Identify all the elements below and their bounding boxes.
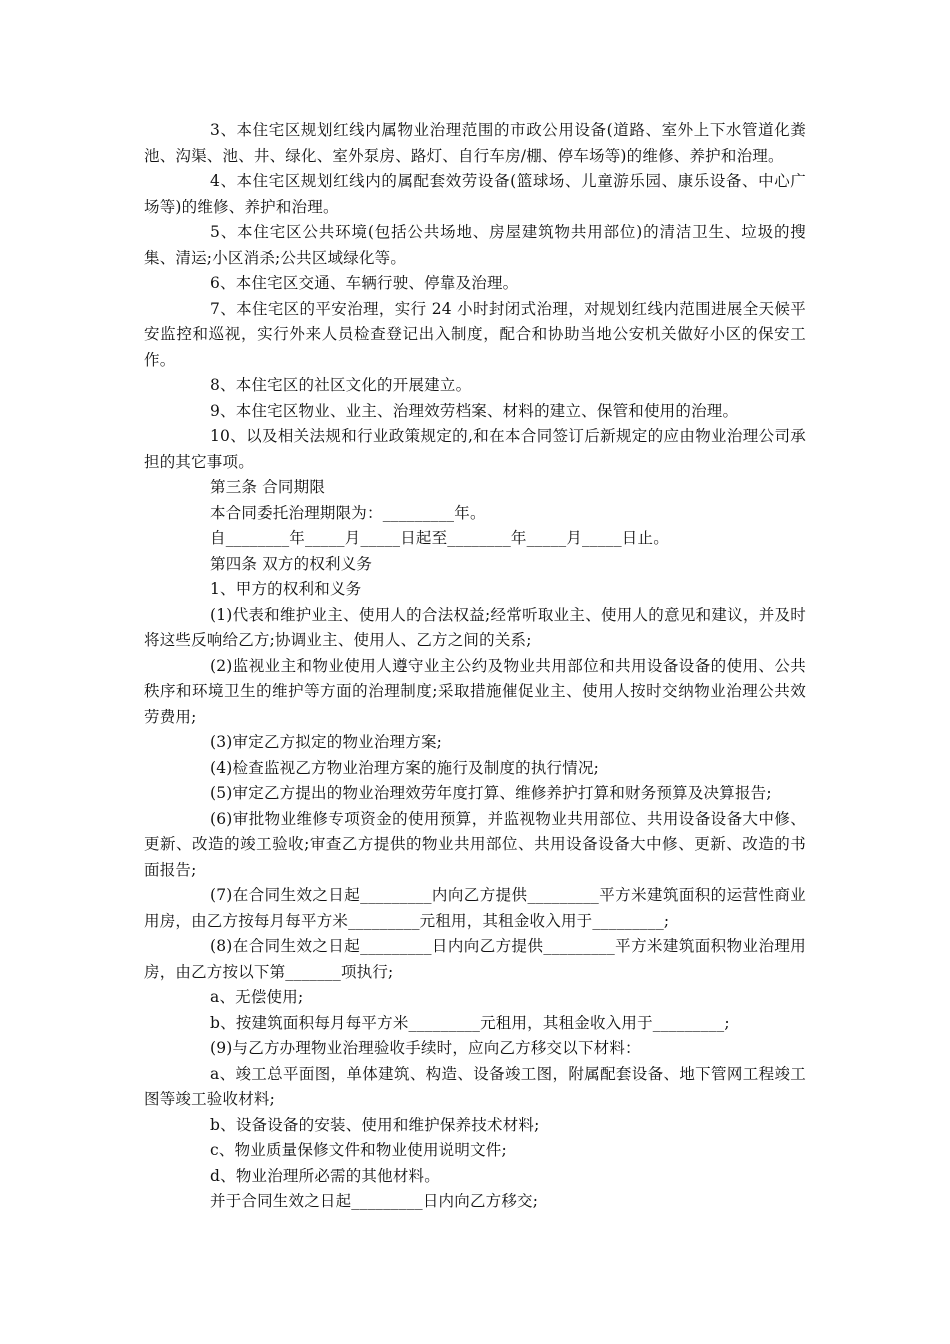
item-2-paragraph: (2)监视业主和物业使用人遵守业主公约及物业共用部位和共用设备设备的使用、公共秩序和环境卫生的维护等方面的治理制度;采取措施催促业主、使用人按时交纳物业治理公共效劳费用; (144, 656, 806, 726)
item-7-paragraph: (7)在合同生效之日起_________内向乙方提供_________平方米建筑面积的运营性商业用房，由乙方按每月每平方米_________元租用，其租金收入用于_________; (144, 886, 806, 930)
clause-6-paragraph: 6、本住宅区交通、车辆行驶、停靠及治理。 (210, 274, 519, 292)
item-1-paragraph: (1)代表和维护业主、使用人的合法权益;经常听取业主、使用人的意见和建议，并及时将这些反响给乙方;协调业主、使用人、乙方之间的关系; (144, 605, 806, 649)
handover-paragraph: 并于合同生效之日起_________日内向乙方移交; (210, 1192, 539, 1210)
clause-5-paragraph: 5、本住宅区公共环境(包括公共场地、房屋建筑物共用部位)的清洁卫生、垃圾的搜集、清运;小区消杀;公共区域绿化等。 (144, 223, 806, 267)
item-6-paragraph: (6)审批物业维修专项资金的使用预算，并监视物业共用部位、共用设备设备大中修、更新、改造的竣工验收;审查乙方提供的物业共用部位、共用设备设备大中修、更新、改造的书面报告; (144, 809, 806, 879)
party-a-rights-heading: 1、甲方的权利和义务 (210, 580, 362, 598)
clause-8-paragraph: 8、本住宅区的社区文化的开展建立。 (210, 376, 472, 394)
contract-page (144, 118, 806, 1215)
material-a-paragraph: a、竣工总平面图，单体建筑、构造、设备竣工图，附属配套设备、地下管网工程竣工图等竣工验收材料; (144, 1064, 806, 1108)
item-4-paragraph: (4)检查监视乙方物业治理方案的施行及制度的执行情况; (210, 758, 600, 777)
article-4-heading: 第四条 双方的权利义务 (210, 554, 373, 573)
material-b-paragraph: b、设备设备的安装、使用和维护保养技术材料; (210, 1115, 540, 1134)
clause-3-paragraph: 3、本住宅区规划红线内属物业治理范围的市政公用设备(道路、室外上下水管道化粪池、沟渠、池、井、绿化、室外泵房、路灯、自行车房/棚、停车场等)的维修、养护和治理。 (144, 121, 806, 165)
material-c-paragraph: c、物业质量保修文件和物业使用说明文件; (210, 1141, 507, 1159)
clause-9-paragraph: 9、本住宅区物业、业主、治理效劳档案、材料的建立、保管和使用的治理。 (210, 401, 739, 420)
material-d-paragraph: d、物业治理所必需的其他材料。 (210, 1166, 440, 1185)
term-dates-line: 自________年_____月_____日起至________年_____月_____日止。 (210, 529, 669, 547)
item-3-paragraph: (3)审定乙方拟定的物业治理方案; (210, 733, 443, 751)
item-9-paragraph: (9)与乙方办理物业治理验收手续时，应向乙方移交以下材料： (210, 1039, 641, 1057)
clause-4-paragraph: 4、本住宅区规划红线内的属配套效劳设备(篮球场、儿童游乐园、康乐设备、中心广场等)的维修、养护和治理。 (144, 172, 806, 216)
clause-10-paragraph: 10、以及相关法规和行业政策规定的,和在本合同签订后新规定的应由物业治理公司承担的其它事项。 (144, 427, 806, 471)
item-8-paragraph: (8)在合同生效之日起_________日内向乙方提供_________平方米建筑面积物业治理用房，由乙方按以下第_______项执行; (144, 937, 806, 981)
item-5-paragraph: (5)审定乙方提出的物业治理效劳年度打算、维修养护打算和财务预算及决算报告; (210, 784, 772, 802)
term-length-line: 本合同委托治理期限为：_________年。 (210, 503, 486, 522)
option-b-paragraph: b、按建筑面积每月每平方米_________元租用，其租金收入用于_________; (210, 1013, 730, 1032)
article-3-heading: 第三条 合同期限 (210, 478, 326, 496)
clause-7-paragraph: 7、本住宅区的平安治理，实行 24 小时封闭式治理，对规划红线内范围进展全天候平安监控和巡视，实行外来人员检查登记出入制度，配合和协助当地公安机关做好小区的保安工作。 (144, 299, 806, 369)
option-a-paragraph: a、无偿使用; (210, 988, 304, 1006)
